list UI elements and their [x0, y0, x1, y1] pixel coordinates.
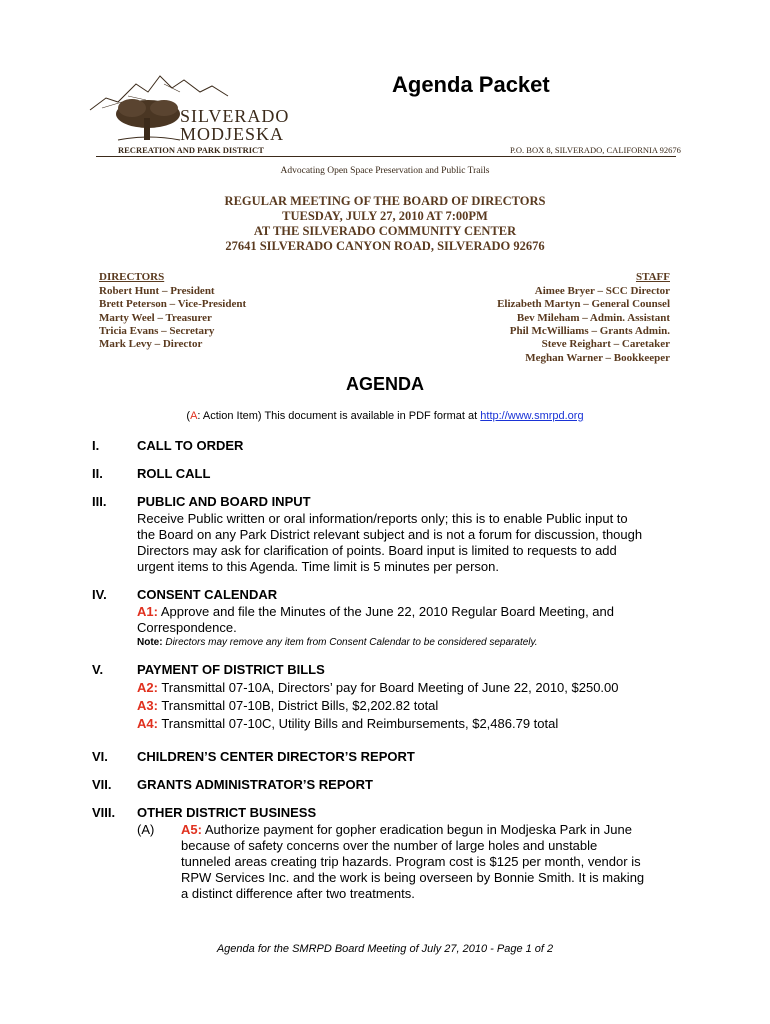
tagline: Advocating Open Space Preservation and Public Trails	[280, 166, 490, 176]
directors-heading: DIRECTORS	[99, 271, 165, 283]
section-number: III.	[92, 494, 107, 509]
staff-item: Bev Mileham – Admin. Assistant	[516, 312, 670, 324]
director-item: Robert Hunt – President	[99, 285, 215, 297]
director-item: Brett Peterson – Vice-President	[99, 298, 247, 310]
staff-item: Meghan Warner – Bookkeeper	[525, 352, 670, 364]
sub-item-label: (A)	[137, 822, 155, 837]
section-body-line: because of safety concerns over the number of large holes and unstable	[181, 838, 598, 853]
logo-subtitle: RECREATION AND PARK DISTRICT	[118, 145, 264, 155]
staff-item: Aimee Bryer – SCC Director	[534, 285, 670, 297]
section-heading-consent-calendar: CONSENT CALENDAR	[137, 587, 278, 602]
staff-item: Elizabeth Martyn – General Counsel	[497, 298, 670, 310]
section-body-line: Receive Public written or oral information/reports only; this is to enable Public input to	[137, 511, 628, 526]
section-heading-roll-call: ROLL CALL	[137, 466, 211, 481]
action-item-a3: A3: Transmittal 07-10B, District Bills, $2,202.82 total	[137, 698, 439, 713]
action-item-marker: A	[190, 410, 198, 422]
action-item-a1: A1: Approve and file the Minutes of the June 22, 2010 Regular Board Meeting, and	[137, 604, 614, 619]
section-body-line: a distinct difference after two treatments.	[181, 886, 415, 901]
section-heading-payment-bills: PAYMENT OF DISTRICT BILLS	[137, 662, 325, 677]
director-item: Marty Weel – Treasurer	[99, 312, 212, 324]
staff-item: Phil McWilliams – Grants Admin.	[509, 325, 670, 337]
section-number: I.	[92, 438, 100, 453]
section-number: VIII.	[92, 805, 116, 820]
section-body-line: urgent items to this Agenda. Time limit is 5 minutes per person.	[137, 559, 500, 574]
section-body-line: RPW Services Inc. and the work is being overseen by Bonnie Smith. It is making	[181, 870, 645, 885]
action-item-a5: A5: Authorize payment for gopher eradication begun in Modjeska Park in June	[181, 822, 632, 837]
section-heading-call-to-order: CALL TO ORDER	[137, 438, 244, 453]
document-title: Agenda Packet	[392, 72, 550, 97]
section-number: V.	[92, 662, 104, 677]
section-number: II.	[92, 466, 103, 481]
director-item: Mark Levy – Director	[99, 338, 203, 350]
meeting-line-4: 27641 SILVERADO CANYON ROAD, SILVERADO 92676	[225, 239, 545, 253]
section-heading-grants-admin: GRANTS ADMINISTRATOR’S REPORT	[137, 777, 373, 792]
action-item-a2: A2: Transmittal 07-10A, Directors’ pay for Board Meeting of June 22, 2010, $250.00	[137, 680, 619, 695]
website-link[interactable]: http://www.smrpd.org	[480, 410, 584, 422]
section-number: VI.	[92, 749, 108, 764]
action-item-a1-continued: Correspondence.	[137, 620, 237, 635]
section-number: VII.	[92, 777, 112, 792]
logo-wordmark-line1: SILVERADO	[180, 106, 290, 126]
agenda-heading: AGENDA	[345, 374, 424, 394]
section-heading-public-input: PUBLIC AND BOARD INPUT	[137, 494, 311, 509]
section-body-line: Directors may ask for clarification of points. Board input is limited to requests to add	[137, 543, 617, 558]
logo-wordmark-line2: MODJESKA	[180, 124, 285, 144]
header-rule	[96, 156, 676, 157]
section-body-line: tunneled areas creating trip hazards. Program cost is $125 per month, vendor is	[181, 854, 641, 869]
section-body-line: the Board on any Park District relevant subject and is not a forum for discussion, though	[137, 527, 643, 542]
availability-note: (A: Action Item) This document is available in PDF format at http://www.smrpd.org	[186, 410, 584, 422]
page-footer: Agenda for the SMRPD Board Meeting of July 27, 2010 - Page 1 of 2	[216, 943, 554, 955]
meeting-line-2: TUESDAY, JULY 27, 2010 AT 7:00PM	[282, 209, 488, 223]
section-heading-other-business: OTHER DISTRICT BUSINESS	[137, 805, 317, 820]
po-box-address: P.O. BOX 8, SILVERADO, CALIFORNIA 92676	[510, 145, 681, 155]
action-item-a4: A4: Transmittal 07-10C, Utility Bills and Reimbursements, $2,486.79 total	[137, 716, 559, 731]
meeting-line-1: REGULAR MEETING OF THE BOARD OF DIRECTORS	[224, 194, 546, 208]
section-heading-childrens-center: CHILDREN’S CENTER DIRECTOR’S REPORT	[137, 749, 415, 764]
staff-heading: STAFF	[635, 271, 670, 283]
section-number: IV.	[92, 587, 107, 602]
consent-note: Note: Directors may remove any item from Consent Calendar to be considered separately.	[137, 637, 538, 648]
meeting-line-3: AT THE SILVERADO COMMUNITY CENTER	[253, 224, 517, 238]
staff-item: Steve Reighart – Caretaker	[541, 338, 670, 350]
director-item: Tricia Evans – Secretary	[99, 325, 215, 337]
